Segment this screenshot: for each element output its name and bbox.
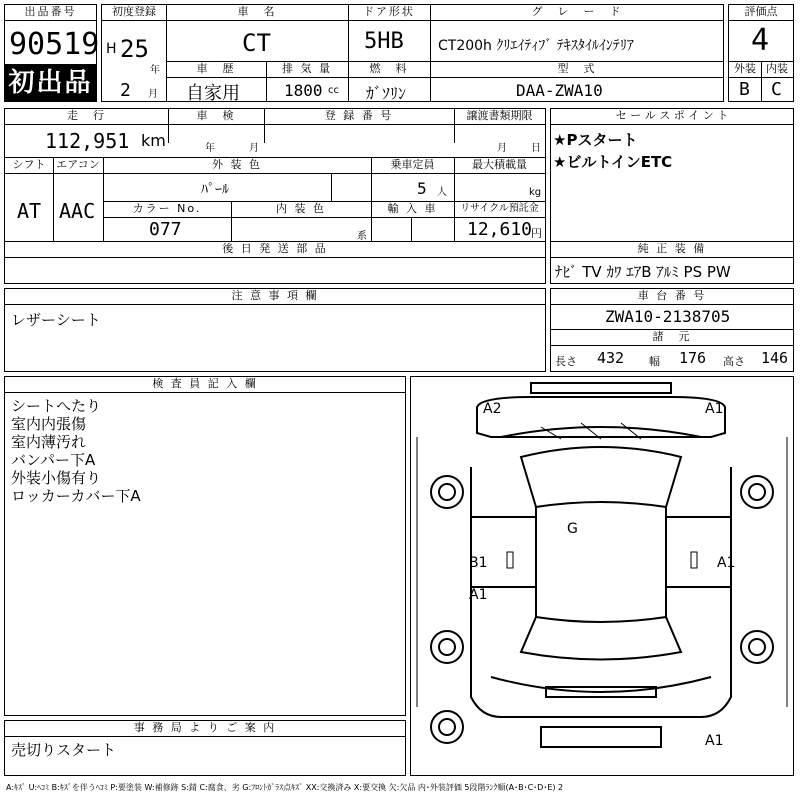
inspector-header: 検 査 員 記 入 欄: [152, 377, 258, 390]
sales-point-2: ★ビルトインETC: [553, 153, 673, 171]
width-label: 幅: [649, 355, 660, 368]
mark-rear: A1: [705, 733, 724, 749]
model-header: 型 式: [557, 62, 597, 75]
displacement: 1800: [284, 81, 323, 100]
std-equipment-header: 純 正 装 備: [637, 242, 707, 255]
shift-header: シフト: [12, 158, 46, 171]
notes-header: 注 意 事 項 欄: [231, 289, 319, 302]
color-no-header: カラー No.: [132, 202, 202, 215]
capacity-header: 乗車定員: [390, 158, 435, 171]
inspector-note-2: 室内内張傷: [11, 415, 87, 433]
height-label: 高さ: [723, 355, 745, 368]
fuel-header: 燃 料: [369, 62, 409, 75]
transfer-header: 譲渡書類期限: [466, 109, 533, 122]
chassis-box: [550, 288, 794, 372]
notes-box: [4, 288, 546, 372]
capacity-unit: 人: [437, 187, 447, 198]
width-value: 176: [679, 349, 707, 367]
shift: AT: [17, 199, 42, 223]
model-code: DAA-ZWA10: [516, 81, 603, 100]
score-box: [728, 4, 794, 102]
recycle-fee: 12,610: [467, 219, 533, 240]
reg-number-header: 登 録 番 号: [324, 109, 394, 122]
chassis-number: ZWA10-2138705: [605, 307, 731, 326]
first-reg-month: 2: [120, 80, 131, 101]
std-equipment: ﾅﾋﾞ TV ｶﾜ ｴｱB ｱﾙﾐ PS PW: [555, 263, 731, 281]
length-value: 432: [597, 349, 625, 367]
grade-name: CT200h ｸﾘｴｲﾃｨﾌﾞ ﾃｷｽﾀｲﾙｲﾝﾃﾘｱ: [438, 38, 634, 54]
inspection-year-unit: 年: [205, 143, 215, 154]
inspector-note-6: ロッカーカバー下A: [11, 487, 141, 505]
max-load-header: 最大積載量: [472, 158, 527, 171]
car-name: CT: [242, 29, 271, 57]
interior-grade: C: [771, 79, 782, 100]
sales-points-header: セ ー ル ス ポ イ ン ト: [615, 109, 729, 122]
mark-front-left: A2: [483, 401, 502, 417]
ext-color: ﾊﾟｰﾙ: [201, 182, 229, 198]
office-note: 売切りスタート: [11, 741, 117, 759]
fuel: ｶﾞｿﾘﾝ: [366, 84, 407, 103]
displacement-header: 排 気 量: [282, 62, 332, 75]
inspection-header: 車 検: [196, 109, 236, 122]
car-diagram: [410, 376, 794, 776]
inspector-note-4: バンパー下A: [11, 451, 96, 469]
cc-unit: cc: [328, 85, 339, 96]
later-parts-header: 後 日 発 送 部 品: [222, 242, 328, 255]
exterior-header: 外装: [734, 62, 756, 75]
int-color-header: 内 装 色: [276, 202, 326, 215]
office-box: [4, 720, 406, 776]
sales-points-box: [550, 108, 794, 284]
import-header: 輸 入 車: [387, 202, 438, 215]
lot-number-header: 出品番号: [24, 5, 77, 18]
mark-left-front-door: B1: [469, 555, 488, 571]
history: 自家用: [186, 83, 240, 104]
lot-number: 90519: [9, 27, 100, 62]
mark-right-door: A1: [717, 555, 736, 571]
office-header: 事 務 局 よ り ご 案 内: [133, 721, 277, 734]
transfer-day-unit: 日: [531, 143, 541, 154]
car-name-header: 車 名: [237, 5, 277, 18]
aircon-header: エアコン: [56, 158, 100, 171]
recycle-unit: 円: [531, 227, 542, 240]
mark-front-right: A1: [705, 401, 724, 417]
mileage-header: 走 行: [67, 109, 106, 122]
year-unit: 年: [150, 65, 160, 76]
inspector-note-3: 室内薄汚れ: [11, 433, 87, 451]
mileage: 112,951: [45, 129, 130, 153]
month-unit: 月: [148, 89, 158, 100]
ext-color-header: 外 装 色: [212, 158, 262, 171]
mark-left-rear-door: A1: [469, 587, 488, 603]
height-value: 146: [761, 349, 789, 367]
notes-text: レザーシート: [11, 311, 101, 329]
first-listing-badge: [4, 64, 97, 102]
inspector-note-5: 外装小傷有り: [11, 469, 102, 487]
int-color-unit: 系: [357, 231, 367, 242]
dimensions-header: 諸 元: [652, 330, 692, 343]
max-load-unit: kg: [529, 187, 542, 198]
aircon: AAC: [59, 199, 96, 223]
first-listing-label: 初出品: [8, 68, 93, 98]
door-type: 5HB: [364, 29, 404, 54]
mileage-unit: km: [141, 131, 166, 150]
legend-text: A:ｷｽﾞ U:ﾍｺﾐ B:ｷｽﾞを伴うﾍｺﾐ P:要塗装 W:補修跡 S:錆 C:腐食、劣 G:ﾌﾛﾝﾄｶﾞﾗｽ点ｷｽﾞ XX:交換済み X:要交換 欠:欠品 内･外装評価 5段階ﾗﾝｸ順(A･B･C･D･E) 2: [6, 783, 564, 792]
sales-point-1: ★Pスタート: [553, 131, 638, 149]
length-label: 長さ: [555, 355, 577, 368]
first-reg-header: 初度登録: [112, 5, 156, 18]
capacity: 5: [417, 179, 427, 198]
mark-roof: G: [567, 521, 578, 537]
inspection-month-unit: 月: [249, 143, 259, 154]
chassis-header: 車 台 番 号: [637, 289, 707, 302]
car-outline-svg: [411, 377, 793, 775]
door-header: ドア形状: [363, 5, 415, 18]
grade-header: グ レ ー ド: [531, 5, 623, 18]
inspector-note-1: シートへたり: [11, 397, 102, 415]
vehicle-info-box: [101, 4, 724, 102]
transfer-month-unit: 月: [497, 143, 507, 154]
color-no: 077: [149, 219, 182, 240]
score-header: 評価点: [744, 5, 778, 18]
recycle-header: リサイクル預託金: [460, 203, 539, 214]
exterior-grade: B: [739, 79, 750, 100]
era-letter: H: [106, 41, 117, 57]
inspector-box: [4, 376, 406, 716]
history-header: 車 歴: [196, 62, 236, 75]
score-value: 4: [751, 23, 770, 58]
interior-header: 内装: [766, 62, 788, 75]
first-reg-year: 25: [120, 35, 149, 63]
details-box: [4, 108, 546, 284]
